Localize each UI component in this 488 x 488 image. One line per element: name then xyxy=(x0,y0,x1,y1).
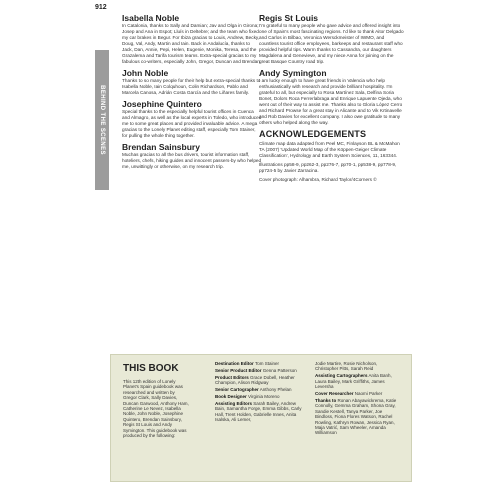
credit-entry xyxy=(215,361,303,366)
this-book-intro: This 12th edition of Lonely Planet's Spain guidebook was researched and written by Gregor Clark, Sally Davies, Duncan Garwood, Anthony Ham, Catherine Le Nevez, Isabella Noble, John Noble, Josephine Quintero, Brendan Sainsbury, Regis St Louis and Andy Symington. This guidebook was produced by the following: xyxy=(123,379,189,439)
credit-names: Jodie Martire, Rosie Nicholson, Christopher Pitts, Sarah Reid xyxy=(315,361,378,372)
credit-entry xyxy=(215,368,303,373)
acknowledgements-climate: Climate map data adapted from Peel MC, Finlayson BL & McMahon TA (2007) 'Updated World Map of the Köppen-Geiger Climate Classification', Hydrology and Earth System Sciences, 11, 163344. xyxy=(259,141,400,158)
credit-names: Naomi Parker xyxy=(354,391,383,397)
credit-names: Sarah Bailey, Andrew Bain, Samantha Forge, Emma Gibbs, Carly Hall, Trent Holden, Gabrielle Innes, Anita Isalska, Ali Lemer, xyxy=(215,400,302,423)
author-thanks: Muchas gracias to all the bus drivers, tourist information staff, hoteliers, chefs, hiking guides and innocent passers-by who helped me, unwittingly or otherwise, on my research trip. xyxy=(122,152,262,169)
author-name: Brendan Sainsbury xyxy=(122,142,200,152)
page-number: 912 xyxy=(95,4,107,11)
left-column xyxy=(122,13,262,173)
credit-names: Ronan Abayawickrema, Katie Connolly, Gemma Graham, Shona Gray, Sandie Kestell, Tanya Parker, Joe Bindloss, Fiona Flores Watson, Rachel Rowling, Kathryn Rowan, Jessica Ryan, Maja Vatrić, Sam Wheeler, Amanda Williamson xyxy=(315,397,397,436)
author-thanks: I'm grateful to many people who gave advice and offered insight into one of Spain's most fascinating regions. I'd like to thank Aitor Delgado and Carlos in Bilbao, Veronica Wersckmeister of IWMO, and countless tourist office employees, barkeeps and restaurant staff who provided helpful tips. Warm thanks to Cassandra, our daughters Magdalena and Genevieve, and my niece Anna for joining on the great Basque Country road trip. xyxy=(259,23,404,64)
credit-names: Grace Dobell, Heather Champion, Alison Ridgway xyxy=(215,374,295,386)
credit-role: Thanks to xyxy=(315,397,337,403)
credit-role: Product Editors xyxy=(215,374,249,380)
credits-column-1 xyxy=(215,361,303,424)
this-book-title: THIS BOOK xyxy=(123,363,179,374)
author-name: Andy Symington xyxy=(259,68,327,78)
credit-role: Senior Cartographer xyxy=(215,387,259,393)
credit-entry xyxy=(315,391,401,396)
credit-entry xyxy=(215,394,303,399)
credit-role: Destination Editor xyxy=(215,361,254,366)
author-thanks: Thanks to so many people for their help but extra-special thanks to Isabella Noble, Iain Colquhoun, Colin Richardson, Pablo and Marcela Canosa, Adrián Costa García and the Liñares family. xyxy=(122,78,261,95)
author-name: Josephine Quintero xyxy=(122,99,202,109)
right-column xyxy=(259,13,404,186)
credits-column-2 xyxy=(315,361,401,437)
credit-role: Book Designer xyxy=(215,394,247,400)
credit-names: Anthony Phelan xyxy=(259,387,292,393)
this-book-box xyxy=(110,354,412,482)
credit-entry xyxy=(315,398,401,436)
author-thanks: In Catalonia, thanks to Sally and Damian; Jav and Olga in Girona; Josep and Ana in Espot; Lluís in Deltebre; and the team who fixed my car brakes in Begur. For Ibiza gracias to Louis, Andrew, Becky, Doug, Val, Andy, Martin and Iain. Back in Andalucía, thanks to Jack, Dan, Annie, Pepi, Helen, Eugenie, Monika, Teresa, and the Grazalema and Tarifa tourism teams. Extra-special gracias to my fabulous co-writers, especially John, Gregor, Duncan and Brendan. xyxy=(122,23,262,64)
author-name: Isabella Noble xyxy=(122,13,180,23)
side-tab-label: BEHIND THE SCENES xyxy=(99,85,105,155)
credit-entry xyxy=(215,387,303,392)
acknowledgements-illustrations: Illustrations pp58-9, pp262-3, pp276-7, pp70-1, pp538-9, pp778-9, pp724-5 by Javier Zarracina. xyxy=(259,162,397,173)
credit-role: Senior Product Editor xyxy=(215,367,262,373)
acknowledgements-cover: Cover photograph: Alhambra, Richard Taylor/4Corners © xyxy=(259,177,377,182)
credit-names: Genna Patterson xyxy=(262,367,297,373)
credit-role: Assisting Cartographers xyxy=(315,373,368,379)
credit-role: Assisting Editors xyxy=(215,400,253,406)
credit-entry xyxy=(315,373,401,389)
acknowledgements-heading: ACKNOWLEDGEMENTS xyxy=(259,129,367,139)
credit-entry xyxy=(215,375,303,386)
credit-role: Cover Researcher xyxy=(315,391,354,397)
author-name: John Noble xyxy=(122,68,169,78)
side-tab-label-wrap xyxy=(95,50,109,190)
author-thanks: Special thanks to the especially helpful tourist offices in Cuenca and Almagro, as well as the local experts in Toledo, who introduced me to some great places and provided invaluable advice. A mega gracias to the Lonely Planet editing staff, especially Tom Stainer, for pulling the whole thing together. xyxy=(122,109,262,138)
author-thanks: I am lucky enough to have great friends in Valencia who help enthusiastically with research and provide brilliant hospitality. I'm grateful to all, but especially to Rosa Martínez Sala, Delfina Soria Bonet, Dolors Roca Ferrerlabraga and Enrique Lapuente Ojeda, who went out of their way to assist me. Thanks also to Gloria López Cerro and Richard Prowse for a great stay in Alicante and to Vik Krtinavelle and Rob Davies for excellent company. I also owe gratitude to many others who helped along the way. xyxy=(259,78,403,125)
credit-names: Tom Stainer xyxy=(254,361,279,366)
author-name: Regis St Louis xyxy=(259,13,319,23)
credit-entry xyxy=(215,401,303,423)
credit-names: Virginia Moreno xyxy=(248,394,280,400)
credit-entry xyxy=(315,361,401,372)
credit-names: Anita Banh, Laura Bailey, Mark Griffiths, James Leversha xyxy=(315,373,392,390)
